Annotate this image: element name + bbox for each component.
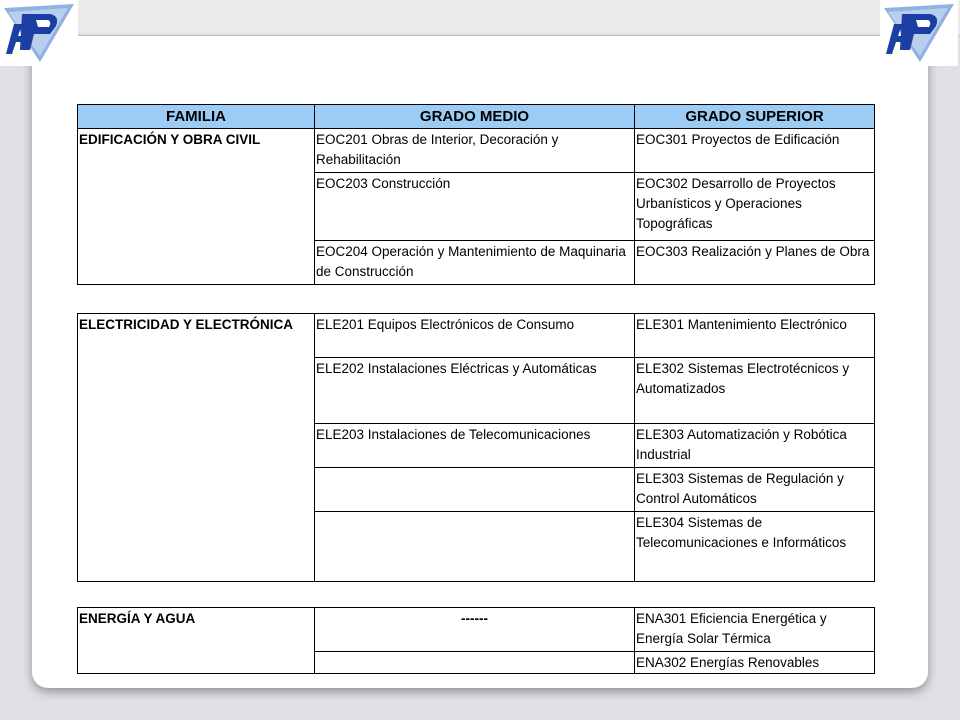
col-familia: FAMILIA	[78, 105, 315, 129]
grado-superior-cell: ELE303 Automatización y Robótica Industrial	[635, 424, 875, 468]
fp-logo-right	[880, 0, 958, 66]
table-row	[78, 608, 875, 652]
grado-medio-cell	[315, 652, 635, 674]
grado-superior-cell: ENA301 Eficiencia Energética y Energía Solar Térmica	[635, 608, 875, 652]
table-electricidad	[77, 313, 875, 582]
fp-logo-left	[0, 0, 78, 66]
grado-superior-cell: ENA302 Energías Renovables	[635, 652, 875, 674]
fp-logo-icon	[880, 0, 958, 66]
table-edificacion	[77, 104, 875, 285]
grado-superior-cell: EOC303 Realización y Planes de Obra	[635, 241, 875, 285]
fp-logo-icon	[0, 0, 78, 66]
table-energia	[77, 607, 875, 674]
grado-medio-cell: EOC201 Obras de Interior, Decoración y Rehabilitación	[315, 129, 635, 173]
grado-medio-cell: ELE202 Instalaciones Eléctricas y Automáticas	[315, 358, 635, 424]
familia-cell: ELECTRICIDAD Y ELECTRÓNICA	[78, 314, 315, 582]
col-grado-superior: GRADO SUPERIOR	[635, 105, 875, 129]
familia-cell: EDIFICACIÓN Y OBRA CIVIL	[78, 129, 315, 285]
table-row	[78, 129, 875, 173]
grado-superior-cell: ELE303 Sistemas de Regulación y Control Automáticos	[635, 468, 875, 512]
col-grado-medio: GRADO MEDIO	[315, 105, 635, 129]
grado-superior-cell: EOC302 Desarrollo de Proyectos Urbanísticos y Operaciones Topográficas	[635, 173, 875, 241]
table-header-row	[78, 105, 875, 129]
grado-superior-cell: ELE302 Sistemas Electrotécnicos y Automatizados	[635, 358, 875, 424]
grado-medio-cell	[315, 468, 635, 512]
grado-superior-cell: ELE301 Mantenimiento Electrónico	[635, 314, 875, 358]
familia-cell: ENERGÍA Y AGUA	[78, 608, 315, 674]
grado-medio-cell: ELE203 Instalaciones de Telecomunicaciones	[315, 424, 635, 468]
grado-superior-cell: EOC301 Proyectos de Edificación	[635, 129, 875, 173]
table-row	[78, 314, 875, 358]
top-band	[0, 0, 960, 36]
grado-medio-cell: EOC204 Operación y Mantenimiento de Maquinaria de Construcción	[315, 241, 635, 285]
grado-medio-cell: ELE201 Equipos Electrónicos de Consumo	[315, 314, 635, 358]
grado-superior-cell: ELE304 Sistemas de Telecomunicaciones e Informáticos	[635, 512, 875, 582]
grado-medio-placeholder: ------	[315, 608, 635, 652]
grado-medio-cell	[315, 512, 635, 582]
grado-medio-cell: EOC203 Construcción	[315, 173, 635, 241]
